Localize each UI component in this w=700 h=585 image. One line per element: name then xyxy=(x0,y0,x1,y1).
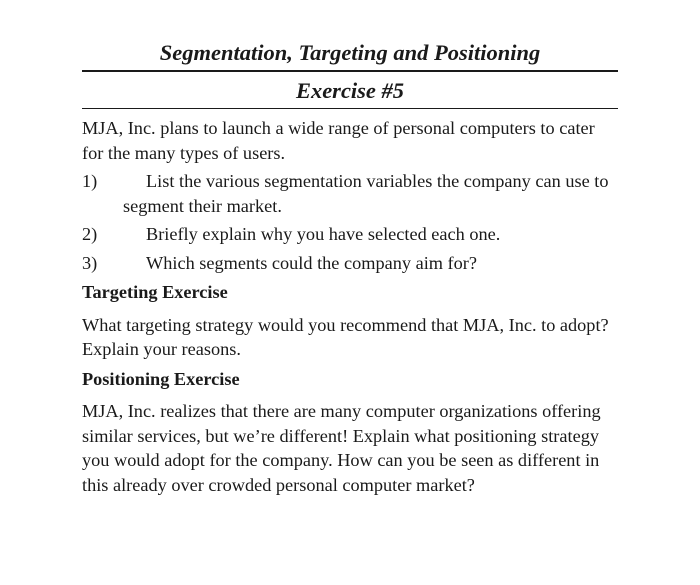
question-number: 2) xyxy=(82,224,98,244)
document-title: Segmentation, Targeting and Positioning xyxy=(159,40,541,65)
title-divider xyxy=(82,70,618,72)
intro-paragraph: MJA, Inc. plans to launch a wide range of personal computers to cater for the many types of users. xyxy=(82,118,595,163)
question-item xyxy=(82,251,618,276)
question-text: Which segments could the company aim for? xyxy=(146,252,477,273)
question-item xyxy=(82,169,618,218)
question-text: Briefly explain why you have selected each one. xyxy=(146,224,501,244)
positioning-paragraph: MJA, Inc. realizes that there are many computer organizations offering similar services, but we’re different! Explain what positioning strategy you would adopt for the company. How can you be seen as different in this already over crowded personal computer market? xyxy=(82,401,601,495)
targeting-heading: Targeting Exercise xyxy=(82,282,228,302)
question-number: 1) xyxy=(82,171,98,191)
targeting-paragraph: What targeting strategy would you recommend that MJA, Inc. to adopt? Explain your reasons. xyxy=(82,314,609,359)
question-item xyxy=(82,222,618,247)
exercise-subtitle: Exercise #5 xyxy=(295,77,405,103)
question-text: List the various segmentation variables the company can use to segment their market. xyxy=(123,171,609,216)
document-page xyxy=(82,40,618,497)
subtitle-divider xyxy=(82,108,618,110)
question-number: 3) xyxy=(82,252,98,273)
positioning-heading: Positioning Exercise xyxy=(82,368,240,389)
